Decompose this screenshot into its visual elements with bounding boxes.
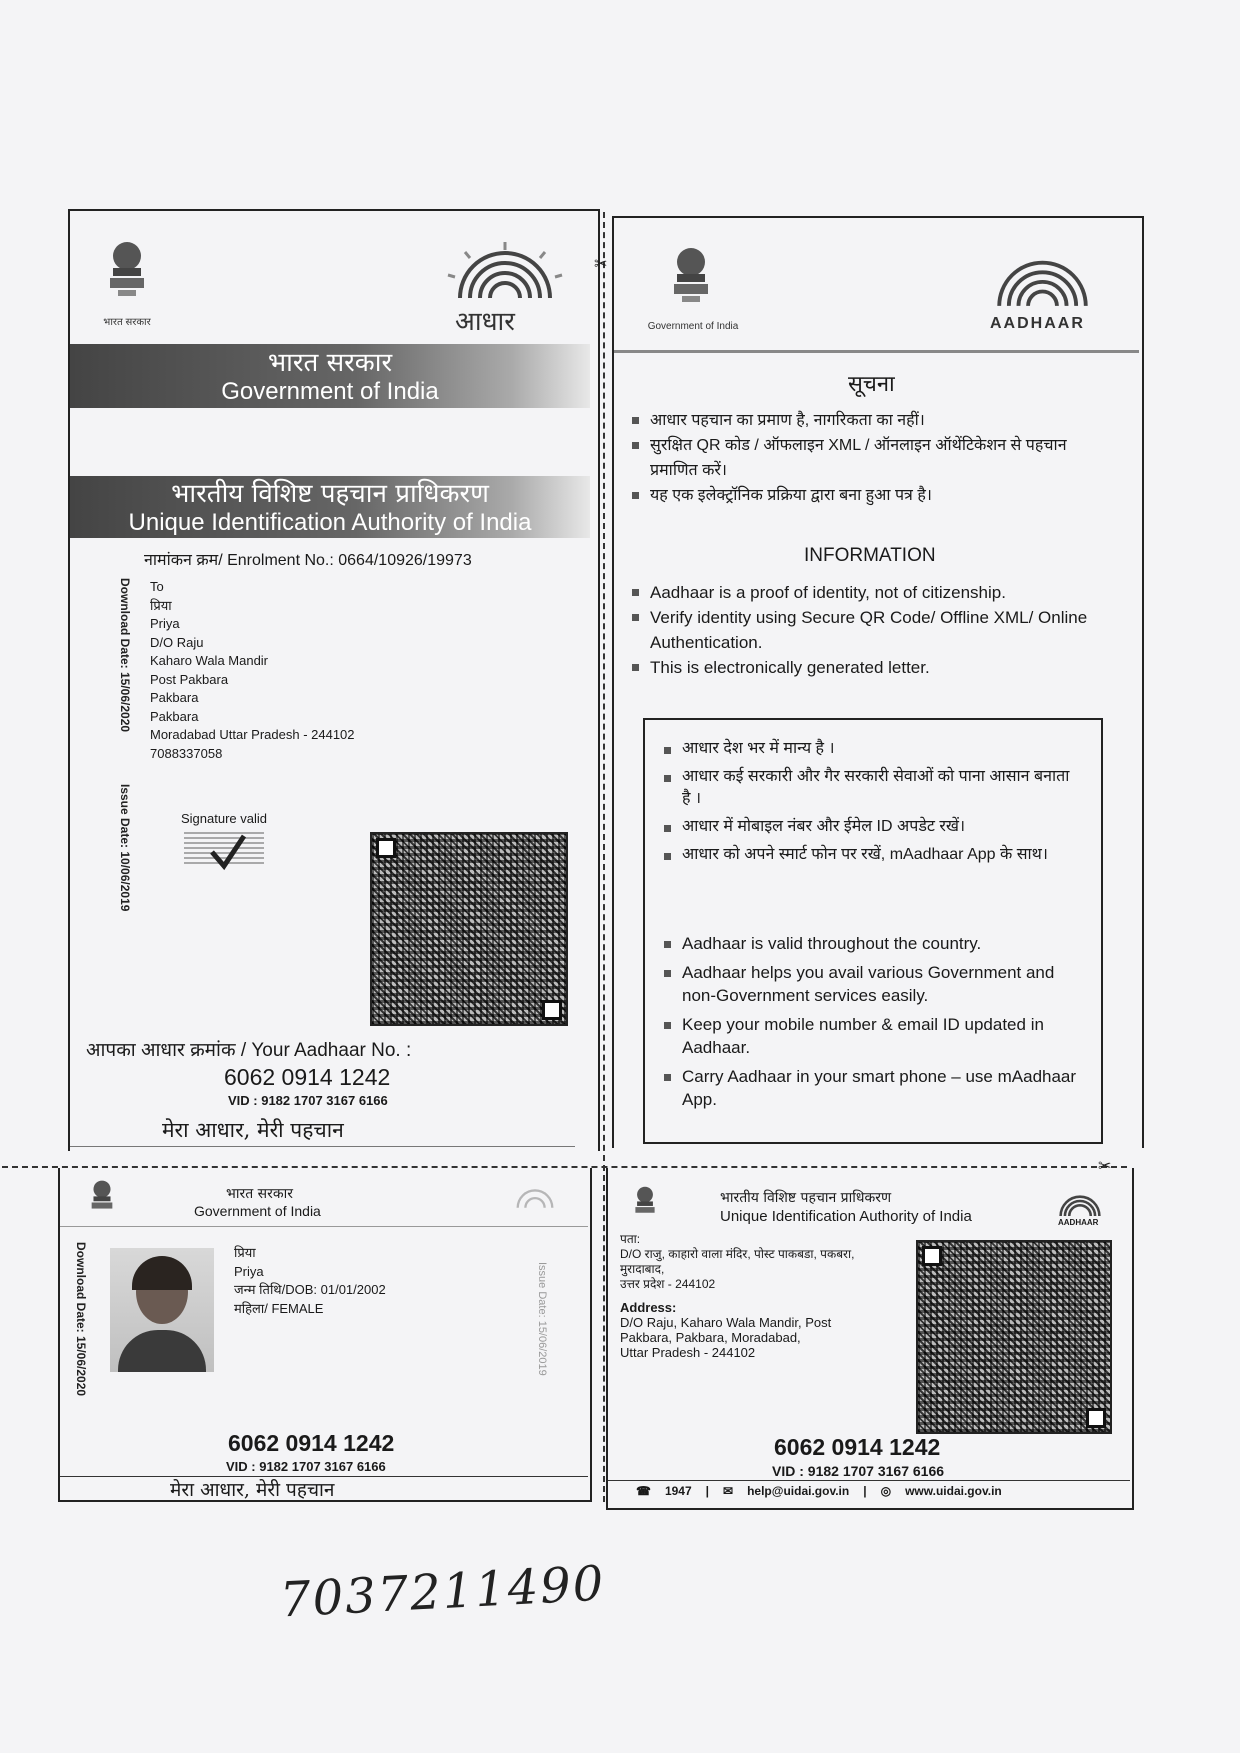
- footer-separator: |: [863, 1484, 867, 1498]
- globe-icon: ◎: [880, 1484, 892, 1498]
- address-line: Kaharo Wala Mandir: [150, 653, 269, 668]
- aadhaar-logo-icon: [1052, 1190, 1108, 1218]
- card-authority-hindi: भारतीय विशिष्ट पहचान प्राधिकरण: [720, 1190, 892, 1206]
- national-emblem-icon: [88, 1176, 116, 1218]
- address-line: To: [150, 579, 164, 594]
- checkmark-icon: [208, 832, 248, 872]
- card-back-footer-rule: [608, 1480, 1130, 1481]
- card-back-footer: [636, 1484, 1116, 1498]
- gov-hindi: भारत सरकार: [267, 348, 393, 378]
- notice-item: आधार पहचान का प्रमाण है, नागरिकता का नहीं।: [630, 408, 1100, 433]
- address-line: Pakbara: [150, 690, 199, 705]
- notice-item: सुरक्षित QR कोड / ऑफलाइन XML / ऑनलाइन ऑथेंटिकेशन से पहचान प्रमाणित करें।: [630, 433, 1100, 483]
- card-authority-english: Unique Identification Authority of India: [720, 1208, 972, 1225]
- address-line: Post Pakbara: [150, 671, 229, 687]
- benefit-item: Carry Aadhaar in your smart phone – use mAadhaar App.: [662, 1065, 1082, 1111]
- address-english-block: [620, 1300, 831, 1360]
- national-emblem-icon: [104, 238, 150, 300]
- uidai-english: Unique Identification Authority of India: [128, 509, 532, 536]
- address-hindi-line: मुरादाबाद,: [620, 1262, 665, 1276]
- benefit-item: आधार में मोबाइल नंबर और ईमेल ID अपडेट रखें।: [662, 816, 1072, 838]
- hindi-notice-list: [630, 408, 1100, 508]
- address-label: Address:: [620, 1300, 677, 1315]
- address-hindi-block: [620, 1232, 854, 1292]
- information-list: [630, 580, 1130, 680]
- holder-name: Priya: [234, 1263, 264, 1279]
- info-header-rule: [614, 350, 1139, 353]
- aadhaar-logo-icon: [980, 250, 1105, 308]
- uidai-hindi: भारतीय विशिष्ट पहचान प्राधिकरण: [171, 479, 489, 509]
- vertical-cut-line: [603, 212, 605, 1502]
- card-qr-code: [916, 1240, 1112, 1434]
- address-line: D/O Raju: [150, 634, 204, 650]
- benefit-item: आधार को अपने स्मार्ट फोन पर रखें, mAadhaar App के साथ।: [662, 844, 1072, 866]
- national-emblem-icon: [632, 1182, 658, 1222]
- address-line: Priya: [150, 616, 180, 631]
- recipient-address: [150, 578, 355, 763]
- uidai-band: [70, 476, 590, 538]
- handwritten-phone-number: 7037211490: [278, 1555, 607, 1629]
- address-english-line: Pakbara, Pakbara, Moradabad,: [620, 1330, 801, 1345]
- national-emblem-icon: [668, 244, 714, 306]
- scissors-icon: ✂: [1098, 1158, 1112, 1175]
- vid-number: VID : 9182 1707 3167 6166: [228, 1093, 388, 1108]
- information-item: Aadhaar is a proof of identity, not of citizenship.: [630, 580, 1130, 605]
- card-issue-date: Issue Date: 15/06/2019: [536, 1262, 548, 1376]
- information-item: This is electronically generated letter.: [630, 655, 1130, 680]
- benefits-hindi-list: [662, 738, 1072, 866]
- address-english-line: D/O Raju, Kaharo Wala Mandir, Post: [620, 1315, 832, 1330]
- notice-item: यह एक इलेक्ट्रॉनिक प्रक्रिया द्वारा बना हुआ पत्र है।: [630, 483, 1100, 508]
- benefit-item: Aadhaar helps you avail various Government and non-Government services easily.: [662, 961, 1082, 1007]
- card-download-date: Download Date: 15/06/2020: [74, 1242, 88, 1397]
- phone-icon: ☎: [636, 1484, 651, 1498]
- gov-english: Government of India: [221, 378, 439, 405]
- qr-code: [370, 832, 568, 1026]
- address-hindi-line: उत्तर प्रदेश - 244102: [620, 1277, 716, 1291]
- card-gov-english: Government of India: [194, 1203, 321, 1219]
- holder-details: [234, 1244, 386, 1318]
- address-hindi-line: D/O राजु, काहारो वाला मंदिर, पोस्ट पाकबडा, पकबरा,: [620, 1247, 855, 1261]
- footer-separator: |: [705, 1484, 710, 1498]
- download-date: Download Date: 15/06/2020: [118, 578, 132, 733]
- aadhaar-logo-text: आधार: [455, 307, 515, 337]
- aadhaar-logo-text: AADHAAR: [990, 315, 1085, 332]
- photo: [110, 1248, 214, 1372]
- card-aadhaar-number: 6062 0914 1242: [228, 1430, 395, 1456]
- benefits-english-list: [662, 932, 1082, 1111]
- signature-label: Signature valid: [181, 811, 267, 826]
- card-header-rule: [60, 1226, 588, 1227]
- aadhaar-logo-icon: [440, 240, 570, 300]
- emblem-caption: भारत सरकार: [103, 317, 151, 328]
- gender: महिला/ FEMALE: [234, 1300, 324, 1316]
- address-line: Pakbara: [150, 708, 199, 724]
- emblem-caption: Government of India: [647, 321, 739, 332]
- card-vid-number: VID : 9182 1707 3167 6166: [226, 1459, 386, 1474]
- benefit-item: Keep your mobile number & email ID updated in Aadhaar.: [662, 1013, 1082, 1059]
- website: www.uidai.gov.in: [905, 1484, 1002, 1498]
- enrolment-number: नामांकन क्रम/ Enrolment No.: 0664/10926/19973: [144, 552, 472, 569]
- support-email: help@uidai.gov.in: [747, 1484, 850, 1498]
- benefit-item: आधार देश भर में मान्य है ।: [662, 738, 1072, 760]
- card-back-aadhaar-number: 6062 0914 1242: [774, 1434, 941, 1460]
- aadhaar-number: 6062 0914 1242: [224, 1064, 391, 1090]
- aadhaar-no-label: आपका आधार क्रमांक / Your Aadhaar No. :: [86, 1040, 412, 1061]
- helpline-number: 1947: [664, 1484, 692, 1498]
- address-line: प्रिया: [150, 597, 172, 613]
- benefit-item: Aadhaar is valid throughout the country.: [662, 932, 1082, 955]
- benefit-item: आधार कई सरकारी और गैर सरकारी सेवाओं को पाना आसान बनाता है ।: [662, 766, 1072, 810]
- card-slogan: मेरा आधार, मेरी पहचान: [170, 1479, 335, 1501]
- information-item: Verify identity using Secure QR Code/ Offline XML/ Online Authentication.: [630, 605, 1130, 655]
- scissors-icon: ✂: [594, 256, 608, 273]
- hindi-notice-title: सूचना: [848, 372, 895, 397]
- name-hindi: प्रिया: [234, 1245, 256, 1260]
- card-logo-text: AADHAAR: [1058, 1218, 1099, 1227]
- address-line: 7088337058: [150, 745, 223, 761]
- information-title: INFORMATION: [804, 545, 936, 566]
- address-line: Moradabad Uttar Pradesh - 244102: [150, 727, 355, 742]
- address-english-line: Uttar Pradesh - 244102: [620, 1345, 756, 1360]
- card-back-vid-number: VID : 9182 1707 3167 6166: [772, 1463, 945, 1479]
- aadhaar-logo-icon: [510, 1184, 560, 1210]
- issue-date: Issue Date: 10/06/2019: [118, 784, 132, 912]
- card-gov-hindi: भारत सरकार: [226, 1186, 293, 1202]
- address-hindi-label: पता:: [620, 1232, 641, 1246]
- date-of-birth: जन्म तिथि/DOB: 01/01/2002: [234, 1282, 386, 1297]
- slogan: मेरा आधार, मेरी पहचान: [162, 1118, 344, 1142]
- divider: [70, 1146, 575, 1147]
- government-band: [70, 344, 590, 408]
- mail-icon: ✉: [723, 1484, 734, 1498]
